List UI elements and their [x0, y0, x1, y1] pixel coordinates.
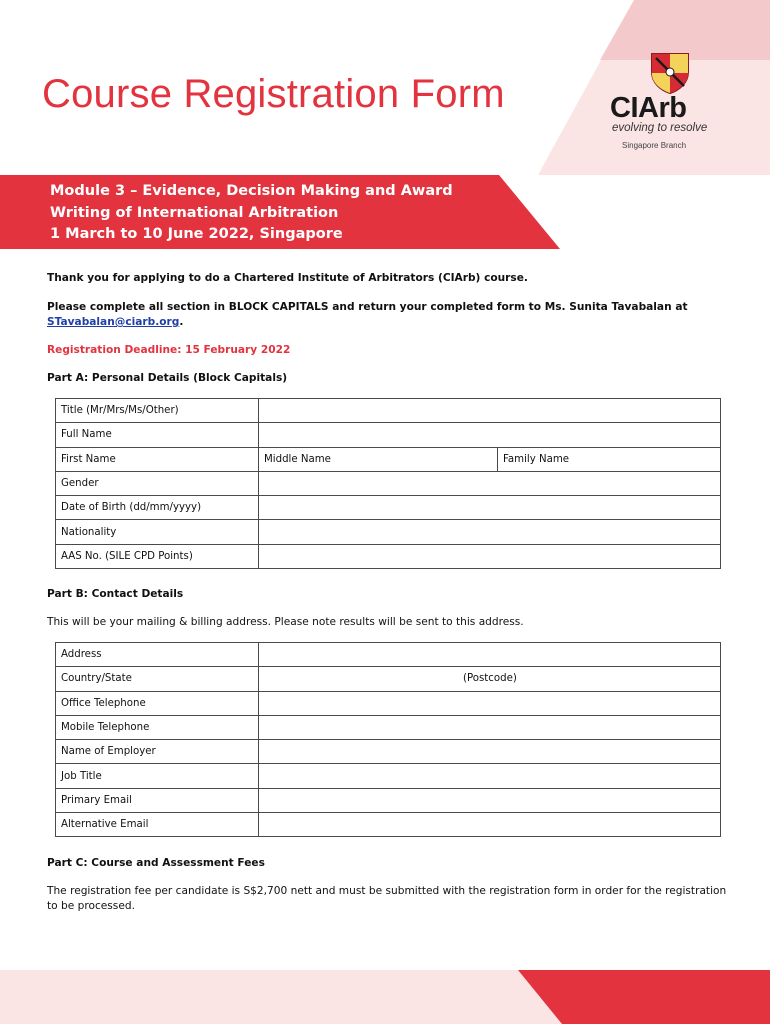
job-title-field[interactable]: [259, 764, 721, 788]
middle-name-field[interactable]: Middle Name: [259, 447, 498, 471]
contact-details-table: [55, 642, 721, 837]
table-row: [56, 423, 721, 447]
employer-field[interactable]: [259, 740, 721, 764]
table-row: [56, 788, 721, 812]
gender-field[interactable]: [259, 471, 721, 495]
first-name-field[interactable]: First Name: [56, 447, 259, 471]
address-label: Address: [56, 643, 259, 667]
part-c-heading: Part C: Course and Assessment Fees: [47, 857, 265, 869]
footer-decoration-accent: [518, 970, 770, 1024]
job-title-label: Job Title: [56, 764, 259, 788]
dob-label: Date of Birth (dd/mm/yyyy): [56, 496, 259, 520]
personal-details-table: [55, 398, 721, 569]
table-row: [56, 813, 721, 837]
course-module-subtitle: Writing of International Arbitration: [50, 204, 339, 221]
country-label: Country/State: [56, 667, 259, 691]
alt-email-field[interactable]: [259, 813, 721, 837]
alt-email-label: Alternative Email: [56, 813, 259, 837]
part-a-heading: Part A: Personal Details (Block Capitals): [47, 372, 288, 384]
logo-branch: Singapore Branch: [622, 141, 687, 150]
table-row: [56, 667, 721, 691]
office-telephone-label: Office Telephone: [56, 691, 259, 715]
part-b-note: This will be your mailing & billing address. Please note results will be sent to this address.: [47, 616, 524, 628]
gender-label: Gender: [56, 471, 259, 495]
ciarb-logo: [608, 52, 718, 152]
email-suffix: .: [179, 316, 184, 328]
logo-wordmark: CIArb: [610, 92, 687, 124]
intro-thanks: Thank you for applying to do a Chartered Institute of Arbitrators (CIArb) course.: [47, 272, 528, 284]
course-module-title: Module 3 – Evidence, Decision Making and Award: [50, 183, 453, 199]
header-decoration-accent: [590, 0, 770, 60]
logo-tagline: evolving to resolve: [612, 122, 708, 134]
mobile-telephone-field[interactable]: [259, 715, 721, 739]
employer-label: Name of Employer: [56, 740, 259, 764]
primary-email-label: Primary Email: [56, 788, 259, 812]
course-banner-text: [50, 181, 453, 246]
table-row: [56, 399, 721, 423]
intro-instructions: Please complete all section in BLOCK CAPITALS and return your completed form to Ms. Sunita Tavabalan at: [47, 301, 688, 313]
title-field[interactable]: [259, 399, 721, 423]
intro-email-line: [47, 316, 183, 328]
family-name-field[interactable]: Family Name: [498, 447, 721, 471]
title-label: Title (Mr/Mrs/Ms/Other): [56, 399, 259, 423]
part-c-text-line2: to be processed.: [47, 900, 135, 912]
table-row: [56, 471, 721, 495]
course-dates: 1 March to 10 June 2022, Singapore: [50, 226, 343, 242]
part-b-heading: Part B: Contact Details: [47, 588, 184, 600]
nationality-field[interactable]: [259, 520, 721, 544]
table-row: [56, 643, 721, 667]
page-title: Course Registration Form: [42, 72, 505, 116]
part-c-text-line1: The registration fee per candidate is S$2,700 nett and must be submitted with the registration form in order for the registration: [47, 885, 727, 897]
address-field[interactable]: [259, 643, 721, 667]
table-row: [56, 447, 721, 471]
table-row: [56, 740, 721, 764]
primary-email-field[interactable]: [259, 788, 721, 812]
table-row: [56, 544, 721, 568]
full-name-field[interactable]: [259, 423, 721, 447]
dob-field[interactable]: [259, 496, 721, 520]
table-row: [56, 520, 721, 544]
nationality-label: Nationality: [56, 520, 259, 544]
table-row: [56, 764, 721, 788]
contact-email-link[interactable]: STavabalan@ciarb.org: [47, 316, 180, 328]
table-row: [56, 691, 721, 715]
registration-deadline: Registration Deadline: 15 February 2022: [47, 344, 291, 356]
shield-icon: [650, 52, 690, 94]
table-row: [56, 715, 721, 739]
aas-field[interactable]: [259, 544, 721, 568]
country-postcode-field[interactable]: (Postcode): [259, 667, 721, 691]
mobile-telephone-label: Mobile Telephone: [56, 715, 259, 739]
table-row: [56, 496, 721, 520]
aas-label: AAS No. (SILE CPD Points): [56, 544, 259, 568]
office-telephone-field[interactable]: [259, 691, 721, 715]
full-name-label: Full Name: [56, 423, 259, 447]
